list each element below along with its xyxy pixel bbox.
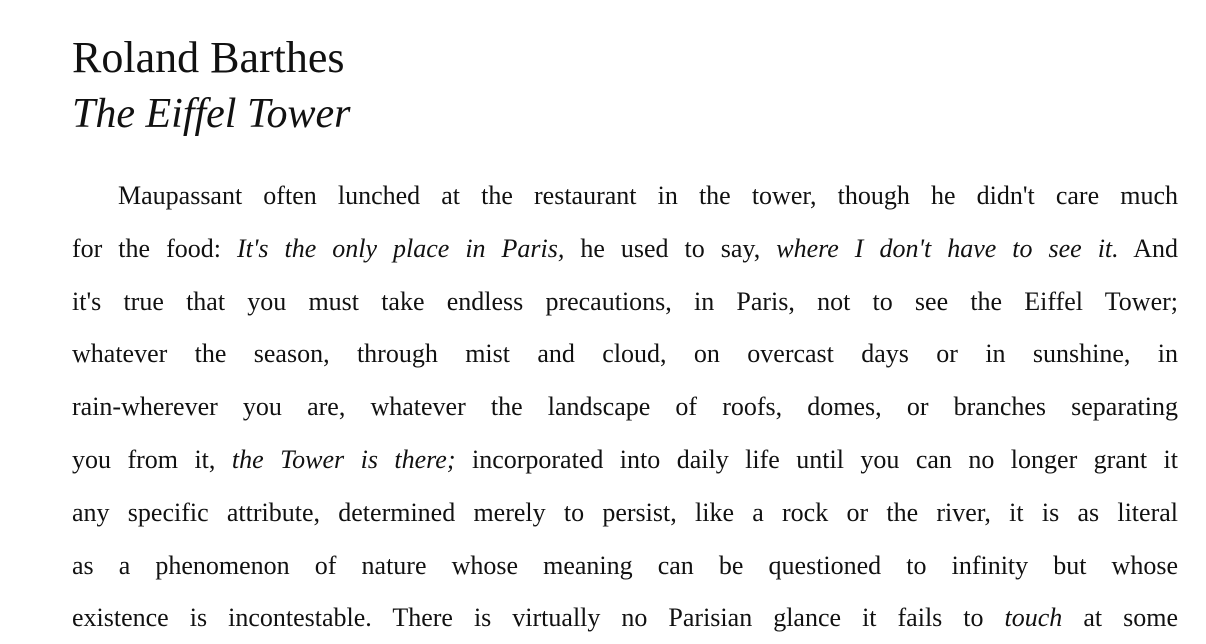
text-segment: for the food:: [72, 233, 237, 263]
text-segment: he used to say,: [564, 233, 777, 263]
text-segment: at some: [1062, 603, 1178, 633]
text-line: [72, 540, 1178, 593]
text-line: [72, 170, 1178, 223]
text-segment: Maupassant often lunched at the restaurant in the tower, though he didn't care much: [118, 181, 1178, 210]
author-name: Roland Barthes: [72, 33, 345, 82]
text-segment: existence is incontestable. There is virtually no Parisian glance it fails to: [72, 603, 1005, 633]
text-line: [72, 487, 1178, 540]
text-segment: incorporated into daily life until you can no longer grant it: [455, 444, 1178, 474]
text-line: [72, 592, 1178, 644]
essay-title: The Eiffel Tower: [72, 91, 351, 137]
essay-body: [72, 170, 1178, 644]
text-line: [72, 276, 1178, 329]
text-segment: whatever the season, through mist and cloud, on overcast days or in sunshine, in: [72, 339, 1178, 369]
text-line: [72, 223, 1178, 276]
text-segment: rain-wherever you are, whatever the landscape of roofs, domes, or branches separating: [72, 392, 1178, 422]
document-page: [72, 0, 1178, 644]
text-line: [72, 434, 1178, 487]
italic-quote: It's the only place in Paris,: [236, 233, 565, 263]
italic-phrase: the Tower is there;: [231, 444, 456, 474]
italic-word: touch: [1004, 603, 1063, 633]
text-line: [72, 381, 1178, 434]
text-line: [72, 328, 1178, 381]
text-segment: you from it,: [72, 444, 232, 474]
italic-quote: where I don't have to see it.: [776, 233, 1119, 263]
text-segment: And: [1118, 233, 1178, 263]
text-segment: as a phenomenon of nature whose meaning can be questioned to infinity but whose: [72, 550, 1178, 580]
text-segment: any specific attribute, determined merely to persist, like a rock or the river, it is as literal: [72, 497, 1178, 527]
text-segment: it's true that you must take endless precautions, in Paris, not to see the Eiffel Tower;: [72, 286, 1178, 316]
